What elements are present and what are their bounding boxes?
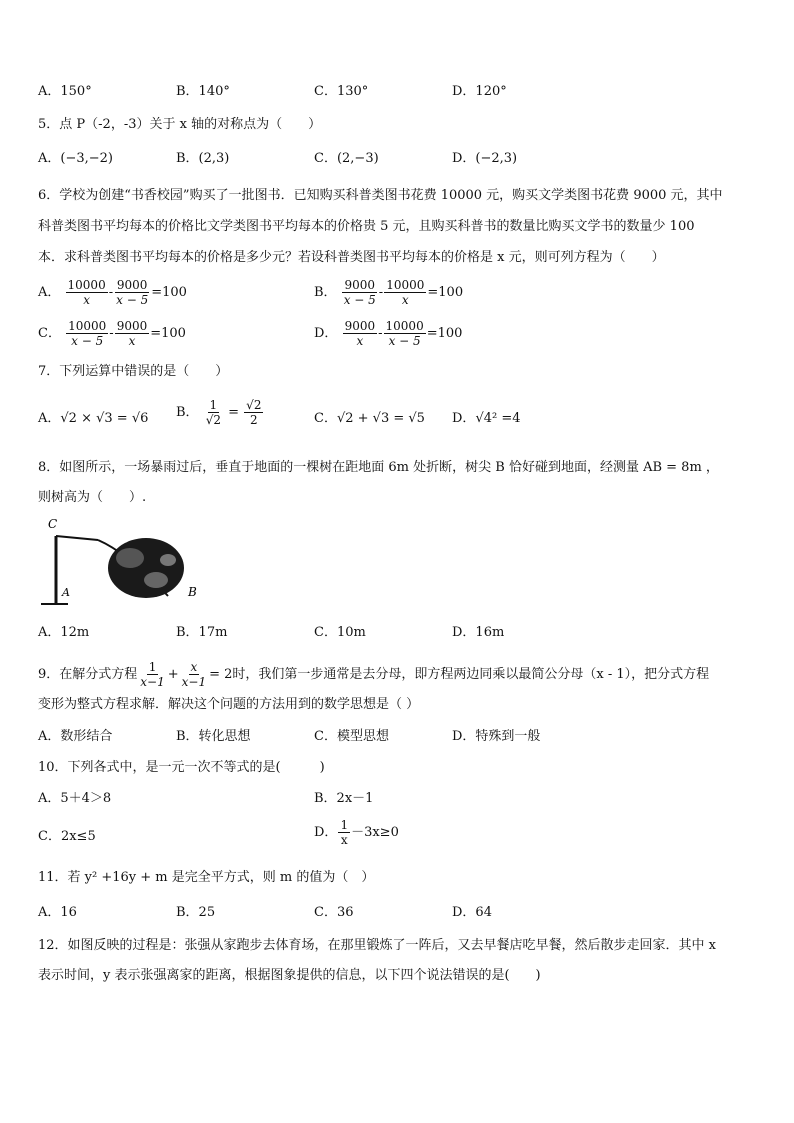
q7-b-frac-rhs [244, 398, 263, 427]
q4-option-b: B．140° [176, 84, 230, 99]
crown-highlight-3 [160, 554, 176, 566]
q5-stem: 5．点 P（-2，-3）关于 x 轴的对称点为（ ） [38, 117, 322, 132]
q8-option-b: B．17m [176, 625, 228, 640]
label-c: C [48, 518, 58, 531]
q5-option-a: A．(−3,−2) [38, 151, 113, 166]
q9-plus: + [167, 667, 179, 682]
q9-frac-1-den: x−1 [140, 675, 165, 689]
crown-highlight-2 [144, 572, 168, 588]
q10-option-d [314, 818, 399, 847]
q6-b-eq: =100 [427, 285, 464, 300]
q6-d-frac-1-den: x [356, 334, 364, 348]
q6-c-frac-1-den: x − 5 [71, 334, 104, 348]
tree-crown [108, 538, 184, 598]
q6-d-minus: - [378, 326, 383, 341]
q6-c-frac-1 [66, 319, 108, 348]
q6-d-frac-2-den: x − 5 [388, 334, 421, 348]
q10-d-frac-num: 1 [340, 818, 349, 832]
q6-option-b [314, 278, 463, 307]
q7-option-a-expr: √2 × √3 = √6 [60, 411, 149, 426]
q6-line-2: 科普类图书平均每本的价格比文学类图书平均每本的价格贵 5 元，且购买科普书的数量比购买文学书的数量少 100 [38, 219, 695, 234]
q6-b-frac-2-num: 10000 [386, 278, 425, 292]
q7-option-a [38, 410, 148, 428]
q9-line-2: 变形为整式方程求解．解决这个问题的方法用到的数学思想是（ ） [38, 697, 420, 712]
q7-option-d-expr: √4² =4 [475, 411, 521, 426]
q10-option-d-label: D． [314, 825, 338, 840]
q6-option-a-label: A． [38, 285, 61, 300]
q6-a-eq: =100 [151, 285, 187, 300]
q6-option-a [38, 278, 187, 307]
q5-option-c: C．(2,−3) [314, 151, 379, 166]
q7-b-rhs-num: √2 [246, 398, 262, 412]
q7-option-b [176, 398, 264, 427]
q9-frac-1 [138, 660, 166, 689]
q10-d-frac [338, 818, 350, 847]
q7-stem: 7．下列运算中错误的是（ ） [38, 364, 229, 379]
q6-d-frac-1-num: 9000 [344, 319, 376, 333]
q6-a-frac-2-num: 9000 [116, 278, 148, 292]
q8-line-1: 8．如图所示，一场暴雨过后，垂直于地面的一棵树在距地面 6m 处折断，树尖 B 恰好碰到地面，经测量 AB = 8m ， [38, 460, 719, 475]
q6-c-frac-2-num: 9000 [116, 319, 148, 333]
q9-option-b: B．转化思想 [176, 729, 251, 744]
q9-frac-1-num: 1 [148, 660, 157, 674]
q6-b-frac-1 [342, 278, 378, 307]
q7-option-b-label: B． [176, 405, 199, 420]
q9-option-d: D．特殊到一般 [452, 729, 541, 744]
q11-option-c: C．36 [314, 905, 354, 920]
q8-option-d: D．16m [452, 625, 505, 640]
q5-option-d: D．(−2,3) [452, 151, 518, 166]
q7-b-lhs-den: √2 [205, 413, 221, 427]
q12-line-2: 表示时间，y 表示张强离家的距离，根据图象提供的信息，以下四个说法错误的是( ) [38, 968, 541, 983]
q9-frac-2 [180, 660, 208, 689]
q12-line-1: 12．如图反映的过程是：张强从家跑步去体育场，在那里锻炼了一阵后，又去早餐店吃早餐，然后散步走回家．其中 x [38, 938, 717, 953]
q7-b-lhs-num: 1 [209, 398, 218, 412]
q6-c-frac-2-den: x [128, 334, 136, 348]
q6-b-minus: - [378, 285, 384, 300]
q6-a-frac-2 [114, 278, 150, 307]
q9-frac-2-num: x [190, 660, 198, 674]
q7-option-d [452, 410, 521, 428]
q6-d-eq: =100 [426, 326, 463, 341]
q6-b-frac-1-den: x − 5 [343, 293, 376, 307]
broken-tree-diagram [38, 518, 208, 608]
q9-option-a: A．数形结合 [38, 729, 113, 744]
q5-option-b: B．(2,3) [176, 151, 230, 166]
q6-a-frac-1-den: x [83, 293, 91, 307]
q10-option-c: C．2x≤5 [38, 829, 96, 844]
q6-d-frac-2-num: 10000 [385, 319, 424, 333]
q11-option-b: B．25 [176, 905, 216, 920]
crown-highlight-1 [116, 548, 144, 568]
q10-option-b: B．2x－1 [314, 791, 374, 806]
q10-d-frac-den: x [340, 833, 348, 847]
q4-option-a: A．150° [38, 84, 92, 99]
label-b: B [188, 585, 197, 599]
q7-b-rhs-den: 2 [249, 413, 258, 427]
broken-top [56, 536, 98, 540]
broken-tree-figure [38, 518, 208, 612]
q6-a-frac-2-den: x − 5 [116, 293, 149, 307]
q6-option-d [314, 319, 462, 348]
q11-option-a: A．16 [38, 905, 77, 920]
q6-b-frac-2-den: x [401, 293, 409, 307]
q9-line-1 [38, 660, 709, 689]
q9-frac-2-den: x−1 [181, 675, 207, 689]
q10-stem: 10．下列各式中，是一元一次不等式的是( ) [38, 760, 325, 775]
q8-line-2: 则树高为（ ）. [38, 490, 147, 505]
q9-option-c: C．模型思想 [314, 729, 389, 744]
q6-option-b-label: B． [314, 285, 337, 300]
q8-option-c: C．10m [314, 625, 366, 640]
q6-c-frac-2 [115, 319, 150, 348]
q6-line-3: 本．求科普类图书平均每本的价格是多少元？若设科普类图书平均每本的价格是 x 元，则可列方程为（ ） [38, 250, 665, 265]
q10-d-rest: －3x≥0 [351, 825, 399, 840]
q11-option-d: D．64 [452, 905, 492, 920]
q6-a-frac-1 [66, 278, 108, 307]
q4-option-d: D．120° [452, 84, 507, 99]
q8-option-a: A．12m [38, 625, 90, 640]
q6-b-frac-2 [384, 278, 426, 307]
q6-a-minus: - [108, 285, 114, 300]
q7-b-frac-lhs [204, 398, 223, 427]
q6-c-eq: =100 [150, 326, 186, 341]
q7-option-c-expr: √2 + √3 = √5 [336, 411, 425, 426]
q6-d-frac-1 [343, 319, 378, 348]
q7-option-c [314, 410, 425, 428]
q4-option-c: C．130° [314, 84, 369, 99]
q7-option-c-label: C． [314, 411, 337, 426]
q9-post: = 2时，我们第一步通常是去分母，即方程两边同乘以最简公分母（x - 1），把分式方程 [209, 667, 710, 682]
q7-option-d-label: D． [452, 411, 476, 426]
q6-d-frac-2 [384, 319, 426, 348]
q6-option-c-label: C． [38, 326, 61, 341]
q11-stem: 11．若 y² +16y + m 是完全平方式，则 m 的值为（ ） [38, 870, 375, 885]
q7-b-eq: = [228, 405, 240, 420]
q9-pre: 9．在解分式方程 [38, 667, 138, 682]
label-a: A [62, 586, 70, 599]
q10-option-a: A．5＋4＞8 [38, 791, 112, 806]
q6-option-d-label: D． [314, 326, 338, 341]
q6-option-c [38, 319, 186, 348]
q6-a-frac-1-num: 10000 [67, 278, 106, 292]
q7-option-a-label: A． [38, 411, 61, 426]
q6-line-1: 6．学校为创建“书香校园”购买了一批图书．已知购买科普类图书花费 10000 元，购买文学类图书花费 9000 元，其中 [38, 188, 723, 203]
q6-c-frac-1-num: 10000 [68, 319, 107, 333]
q6-b-frac-1-num: 9000 [344, 278, 376, 292]
q6-c-minus: - [109, 326, 114, 341]
